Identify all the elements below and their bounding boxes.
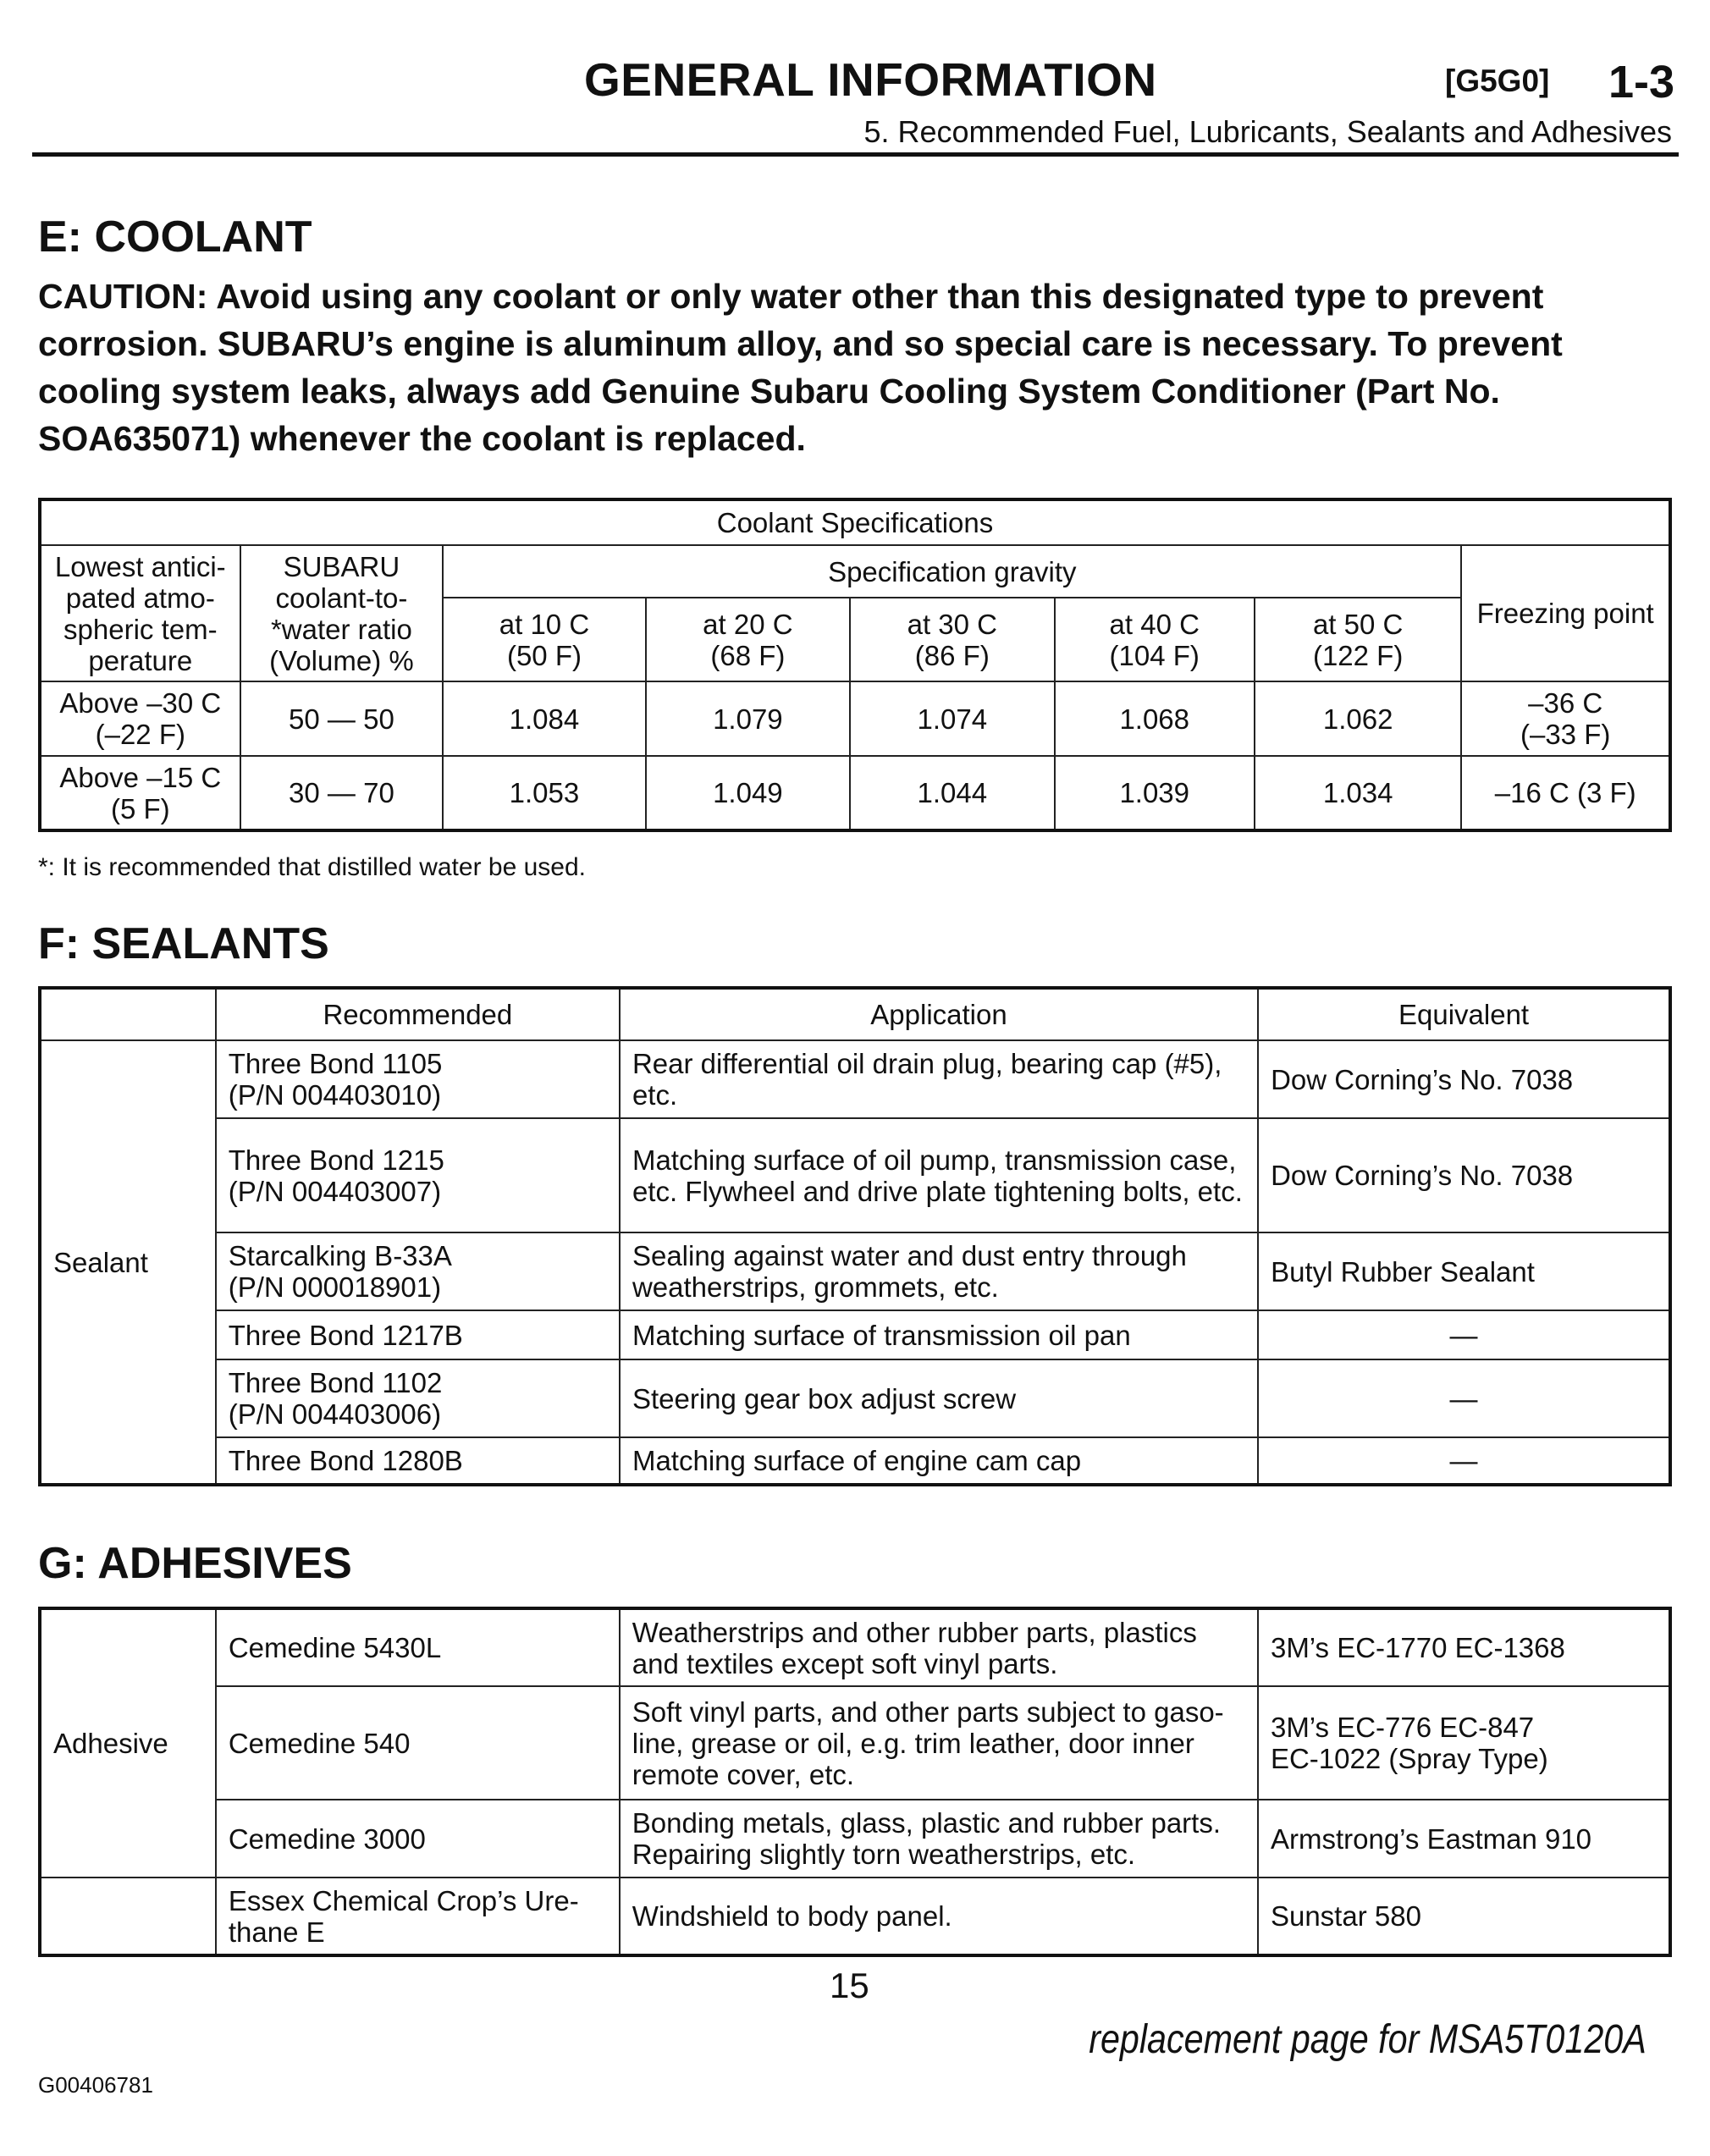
adhesives-table [38,1607,1672,1957]
recommended-cell: Cemedine 3000 [216,1800,620,1878]
application-cell: Matching surface of transmission oil pan [620,1310,1258,1359]
replacement-note: replacement page for MSA5T0120A [1089,2017,1647,2062]
equivalent-cell: 3M’s EC-776 EC-847 EC-1022 (Spray Type) [1258,1686,1670,1800]
table-row [40,1437,1670,1485]
application-cell: Sealing against water and dust entry through weatherstrips, grommets, etc. [620,1232,1258,1310]
application-cell: Matching surface of engine cam cap [620,1437,1258,1485]
col-freezing-point: Freezing point [1461,545,1670,681]
equivalent-cell: Dow Corning’s No. 7038 [1258,1040,1670,1118]
recommended-cell: Cemedine 540 [216,1686,620,1800]
coolant-heading: E: COOLANT [38,212,312,262]
recommended-cell: Three Bond 1105 (P/N 004403010) [216,1040,620,1118]
application-cell: Rear differential oil drain plug, bearing cap (#5), etc. [620,1040,1258,1118]
table-row [40,1878,1670,1955]
col-application: Application [620,988,1258,1040]
page-section-number: 1-3 [1608,57,1675,108]
header-rule [32,152,1679,157]
application-cell: Matching surface of oil pump, transmission case, etc. Flywheel and drive plate tightening bolts, etc. [620,1118,1258,1232]
temp-header: at 50 C (122 F) [1255,598,1461,681]
equivalent-cell: Dow Corning’s No. 7038 [1258,1118,1670,1232]
empty-group-cell [40,1878,216,1955]
table-row [40,756,1670,830]
application-cell: Weatherstrips and other rubber parts, plastics and textiles except soft vinyl parts. [620,1608,1258,1686]
col-equivalent: Equivalent [1258,988,1670,1040]
recommended-cell: Cemedine 5430L [216,1608,620,1686]
ratio-cell: 30 — 70 [240,756,444,830]
col-spec-gravity: Specification gravity [443,545,1461,598]
equivalent-cell: — [1258,1437,1670,1485]
col-lowest-temp: Lowest antici- pated atmo- spheric tem- perature [40,545,240,681]
table-row [40,681,1670,756]
sealants-heading: F: SEALANTS [38,919,329,968]
application-cell: Windshield to body panel. [620,1878,1258,1955]
table-row [40,1800,1670,1878]
page-subtitle: 5. Recommended Fuel, Lubricants, Sealants and Adhesives [863,114,1672,149]
empty-header-cell [40,988,216,1040]
table-row [40,1608,1670,1686]
page-number: 15 [830,1966,869,2005]
recommended-cell: Three Bond 1215 (P/N 004403007) [216,1118,620,1232]
recommended-cell: Essex Chemical Crop’s Ure- thane E [216,1878,620,1955]
recommended-cell: Three Bond 1102 (P/N 004403006) [216,1359,620,1437]
freezing-cell: –16 C (3 F) [1461,756,1670,830]
equivalent-cell: — [1258,1310,1670,1359]
lowest-temp-cell: Above –15 C (5 F) [40,756,240,830]
equivalent-cell: Armstrong’s Eastman 910 [1258,1800,1670,1878]
section-code: [G5G0] [1445,63,1550,98]
freezing-cell: –36 C (–33 F) [1461,681,1670,756]
col-coolant-ratio: SUBARU coolant-to- *water ratio (Volume) % [240,545,444,681]
equivalent-cell: — [1258,1359,1670,1437]
document-id: G00406781 [38,2072,153,2098]
table-row [40,1310,1670,1359]
table-row [40,1686,1670,1800]
gravity-cell: 1.049 [646,756,850,830]
equivalent-cell: Sunstar 580 [1258,1878,1670,1955]
equivalent-cell: Butyl Rubber Sealant [1258,1232,1670,1310]
gravity-cell: 1.034 [1255,756,1461,830]
recommended-cell: Starcalking B-33A (P/N 000018901) [216,1232,620,1310]
gravity-cell: 1.084 [443,681,645,756]
lowest-temp-cell: Above –30 C (–22 F) [40,681,240,756]
table-row [40,1232,1670,1310]
temp-header: at 10 C (50 F) [443,598,645,681]
adhesive-group-label: Adhesive [40,1608,216,1878]
gravity-cell: 1.044 [850,756,1054,830]
col-recommended: Recommended [216,988,620,1040]
adhesives-heading: G: ADHESIVES [38,1539,352,1588]
sealants-table [38,986,1672,1486]
table-row [40,1118,1670,1232]
page-title: GENERAL INFORMATION [584,53,1157,106]
application-cell: Steering gear box adjust screw [620,1359,1258,1437]
temp-header: at 40 C (104 F) [1055,598,1255,681]
application-cell: Soft vinyl parts, and other parts subject to gaso- line, grease or oil, e.g. trim leather, door inner remote cover, etc. [620,1686,1258,1800]
application-cell: Bonding metals, glass, plastic and rubber parts. Repairing slightly torn weatherstrips, etc. [620,1800,1258,1878]
table-row [40,1359,1670,1437]
table-row [40,1040,1670,1118]
gravity-cell: 1.062 [1255,681,1461,756]
recommended-cell: Three Bond 1217B [216,1310,620,1359]
gravity-cell: 1.039 [1055,756,1255,830]
gravity-cell: 1.079 [646,681,850,756]
sealant-group-label: Sealant [40,1040,216,1485]
gravity-cell: 1.074 [850,681,1054,756]
gravity-cell: 1.053 [443,756,645,830]
coolant-caution: CAUTION: Avoid using any coolant or only water other than this designated type to prevent corrosion. SUBARU’s engine is aluminum alloy, and so special care is necessary. To prevent cooling system leaks, always add Genuine Subaru Cooling System Conditioner (Part No. SOA635071) whenever the coolant is replaced. [38,277,1563,458]
temp-header: at 30 C (86 F) [850,598,1054,681]
gravity-cell: 1.068 [1055,681,1255,756]
coolant-table-title: Coolant Specifications [40,499,1670,545]
temp-header: at 20 C (68 F) [646,598,850,681]
equivalent-cell: 3M’s EC-1770 EC-1368 [1258,1608,1670,1686]
recommended-cell: Three Bond 1280B [216,1437,620,1485]
coolant-footnote: *: It is recommended that distilled water be used. [38,853,586,881]
ratio-cell: 50 — 50 [240,681,444,756]
coolant-spec-table [38,498,1672,832]
